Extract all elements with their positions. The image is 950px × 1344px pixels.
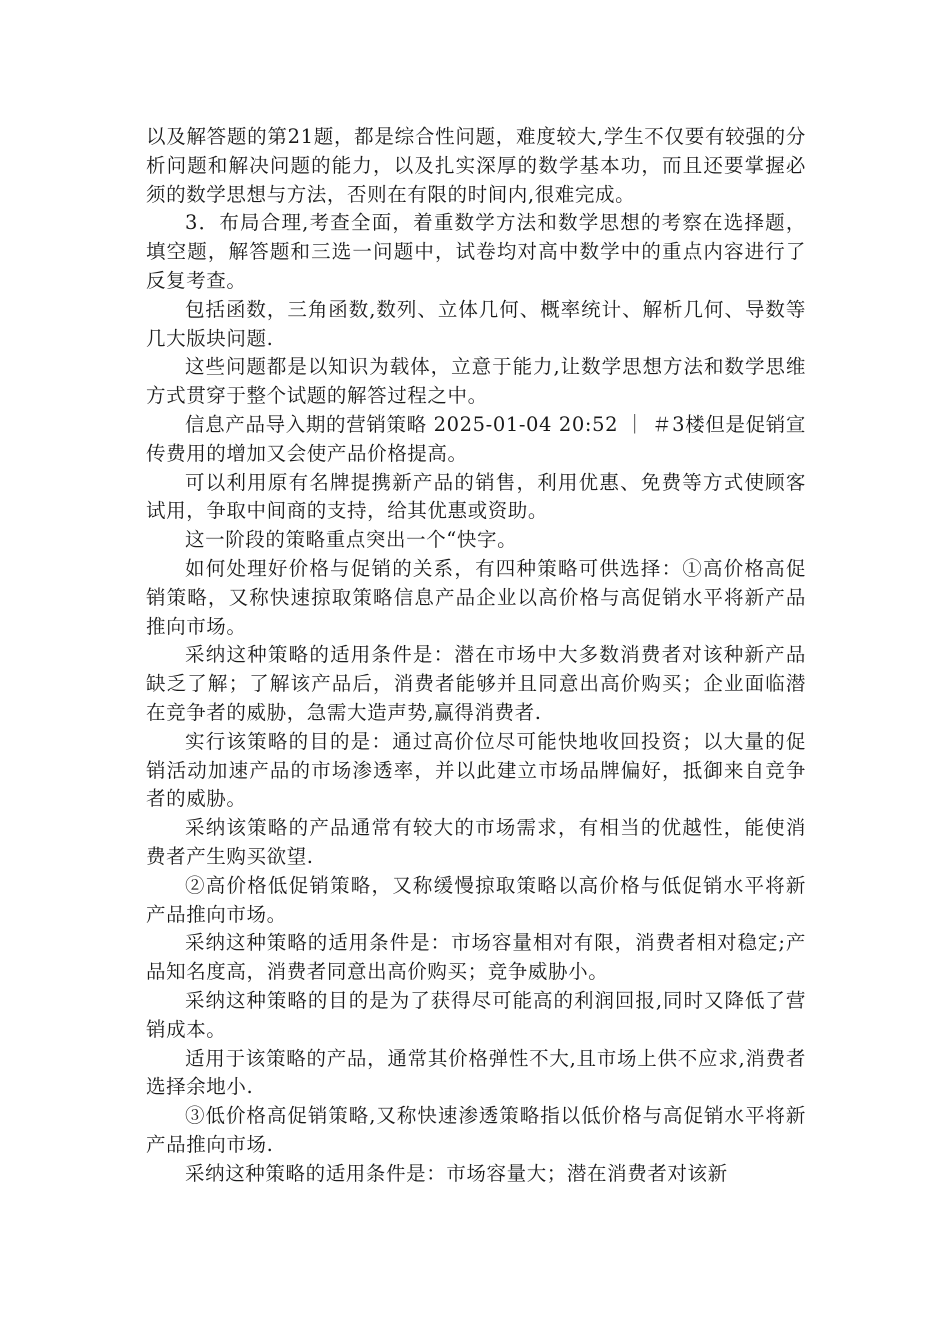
paragraph-strategy-2: ②高价格低促销策略，又称缓慢掠取策略以高价格与低促销水平将新产品推向市场。 [146,873,806,926]
paragraph-fast-strategy: 这一阶段的策略重点突出一个“快字。 [185,528,518,552]
paragraph-purpose-2: 采纳这种策略的目的是为了获得尽可能高的利润回报,同时又降低了营销成本。 [146,988,806,1041]
paragraph-knowledge-carrier: 这些问题都是以知识为载体，立意于能力,让数学思想方法和数学思维方式贯穿于整个试题的解答过程之中。 [146,355,806,408]
paragraph-conditions-1: 采纳这种策略的适用条件是：潜在市场中大多数消费者对该种新产品缺乏了解；了解该产品后，消费者能够并且同意出高价购买；企业面临潜在竞争者的威胁，急需大造声势,赢得消费者. [146,643,806,724]
paragraph-marketing-intro: 信息产品导入期的营销策略 2025-01-04 20:52 ｜ ＃3楼但是促销宣传费用的增加又会使产品价格提高。 [146,412,806,465]
paragraph-topics: 包括函数，三角函数,数列、立体几何、概率统计、解析几何、导数等几大版块问题. [146,297,806,350]
paragraph-conditions-3: 采纳这种策略的适用条件是：市场容量大；潜在消费者对该新 [185,1161,728,1185]
paragraph-strategy-3: ③低价格高促销策略,又称快速渗透策略指以低价格与高促销水平将新产品推向市场. [146,1104,806,1156]
paragraph-brand-promotion: 可以利用原有名牌提携新产品的销售，利用优惠、免费等方式使顾客试用，争取中间商的支持，给其优惠或资助。 [146,470,806,523]
paragraph-layout-point: 3．布局合理,考查全面，着重数学方法和数学思想的考察在选择题，填空题，解答题和三选一问题中，试卷均对高中数学中的重点内容进行了反复考查。 [146,211,806,292]
paragraph-four-strategies: 如何处理好价格与促销的关系，有四种策略可供选择：①高价格高促销策略，又称快速掠取策略信息产品企业以高价格与高促销水平将新产品推向市场。 [146,556,806,638]
paragraph-continuation: 以及解答题的第21题，都是综合性问题，难度较大,学生不仅要有较强的分析问题和解决问题的能力，以及扎实深厚的数学基本功，而且还要掌握必须的数学思想与方法，否则在有限的时间内,很难完成。 [146,125,806,206]
paragraph-products-2: 适用于该策略的产品，通常其价格弹性不大,且市场上供不应求,消费者选择余地小. [146,1046,806,1099]
paragraph-purpose-1: 实行该策略的目的是：通过高价位尽可能快地收回投资；以大量的促销活动加速产品的市场渗透率，并以此建立市场品牌偏好，抵御来自竞争者的威胁。 [146,729,806,811]
paragraph-conditions-2: 采纳这种策略的适用条件是：市场容量相对有限，消费者相对稳定;产品知名度高，消费者同意出高价购买；竞争威胁小。 [146,931,806,984]
paragraph-products-1: 采纳该策略的产品通常有较大的市场需求，有相当的优越性，能使消费者产生购买欲望. [146,816,806,868]
document-body [146,123,806,1188]
